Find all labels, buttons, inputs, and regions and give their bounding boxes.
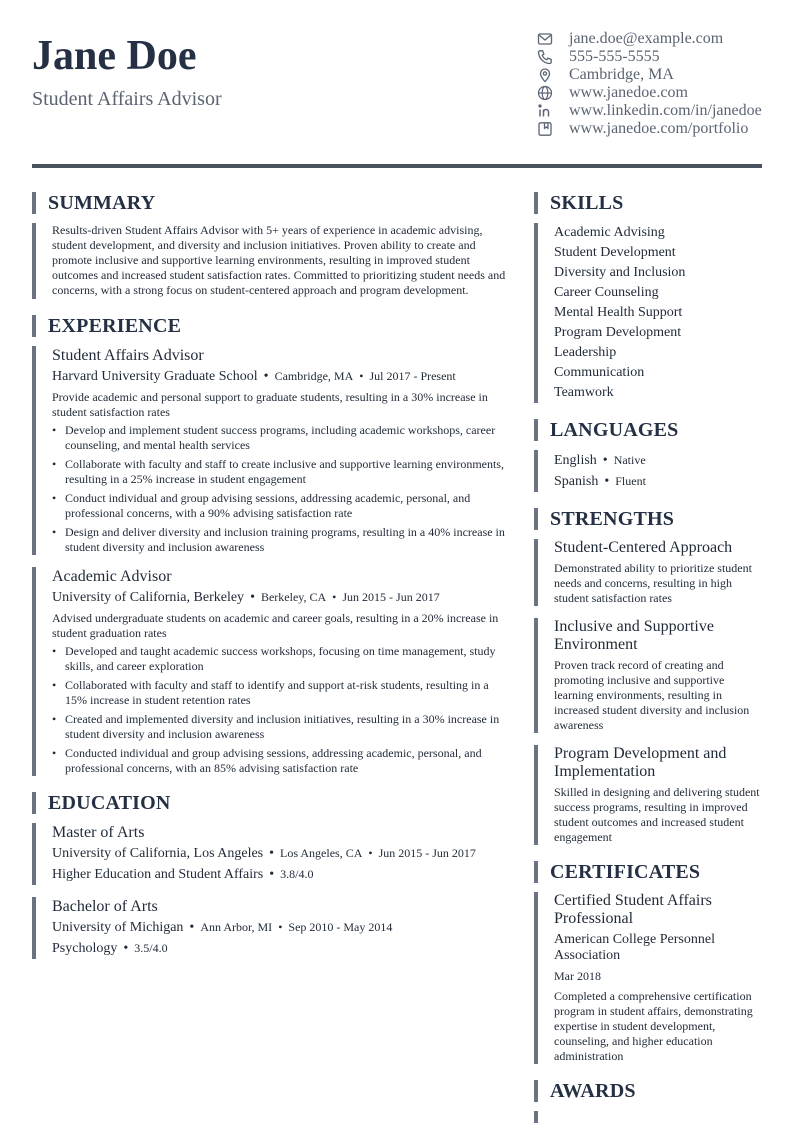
contact-phone-text: 555-555-5555 [569,48,660,65]
certificate-title: Certified Student Affairs Professional [554,892,712,927]
skill-item: Program Development [554,325,682,340]
awards-heading: AWARDS [534,1080,762,1102]
linkedin-icon [536,102,554,120]
separator-dot: • [269,846,275,861]
separator-dot: • [123,941,129,956]
job-bullets [52,644,510,776]
contact-linkedin-text: www.linkedin.com/in/janedoe [569,102,762,119]
edu-location: Los Angeles, CA [280,846,363,860]
edu-meta [52,843,510,864]
skill-item: Teamwork [554,385,614,400]
job-title: Academic Advisor [52,568,172,585]
language-item [554,471,762,492]
summary-heading: SUMMARY [32,192,510,214]
edu-meta [52,917,510,938]
edu-field-line [52,864,510,885]
separator-dot: • [332,590,337,604]
education-item [32,897,510,959]
strength-item [534,618,762,733]
edu-field: Higher Education and Student Affairs [52,867,264,882]
bullet-item: • Developed and taught academic success workshops, focusing on time management, study skills, and career exploration [52,644,510,674]
certificate-org: American College Personnel Association [554,932,715,963]
location-icon [536,66,554,84]
contact-portfolio[interactable] [536,120,776,138]
edu-field: Psychology [52,941,118,956]
bullet-item: • Develop and implement student success programs, including academic workshops, career counseling, and mental health services [52,423,510,453]
certificate-date: Mar 2018 [554,969,601,983]
resume-header [32,30,762,150]
separator-dot: • [602,453,608,468]
edu-location: Ann Arbor, MI [200,920,273,934]
language-level: Native [613,453,646,467]
education-heading: EDUCATION [32,792,510,814]
mail-icon [536,30,554,48]
contact-location-text: Cambridge, MA [569,66,674,83]
strengths-heading: STRENGTHS [534,508,762,530]
job-dates: Jul 2017 - Present [369,369,456,383]
summary-text: Results-driven Student Affairs Advisor with 5+ years of experience in academic advising, student development, and diversity and inclusion initiatives. Proven ability to create and promote inclusive and supportive learning environments, resulting in improved student outcomes and increased student satisfaction rates. Committed to prioritizing student needs and concerns, with a strong focus on student-centered approach and program development. [52,223,506,297]
skill-item: Academic Advising [554,225,665,240]
experience-item [32,346,510,555]
certificate-desc: Completed a comprehensive certification program in student affairs, demonstrating expertise in student development, counseling, and higher education administration [554,989,753,1063]
strength-title: Inclusive and Supportive Environment [554,618,714,653]
certificates-heading: CERTIFICATES [534,861,762,883]
separator-dot: • [269,867,275,882]
skill-item: Communication [554,365,645,380]
skill-item: Leadership [554,345,617,360]
experience-heading: EXPERIENCE [32,315,510,337]
portfolio-icon [536,120,554,138]
education-item [32,823,510,885]
strength-title: Student-Centered Approach [554,539,733,556]
edu-degree: Master of Arts [52,824,145,841]
bullet-item: • Created and implemented diversity and inclusion initiatives, resulting in a 30% increase in student diversity and inclusion awareness [52,712,510,742]
job-meta [52,587,510,608]
separator-dot: • [359,369,364,383]
separator-dot: • [189,920,195,935]
edu-field-line [52,938,510,959]
language-level: Fluent [615,474,646,488]
strength-desc: Skilled in designing and delivering student success programs, resulting in improved student outcomes and increased student engagement [554,785,760,844]
contact-location [536,66,776,84]
contact-website[interactable] [536,84,776,102]
bullet-item: • Conducted individual and group advising sessions, addressing academic, personal, and professional concerns, with an 85% advising satisfaction rate [52,746,510,776]
separator-dot: • [368,846,373,860]
contact-email[interactable] [536,30,776,48]
skill-item: Diversity and Inclusion [554,265,686,280]
contact-email-text: jane.doe@example.com [569,30,724,47]
edu-dates: Jun 2015 - Jun 2017 [378,846,476,860]
job-meta [52,366,510,387]
skill-item: Career Counseling [554,285,659,300]
bullet-item: • Collaborated with faculty and staff to identify and support at-risk students, resulting in a 15% increase in student retention rates [52,678,510,708]
bullet-item: • Collaborate with faculty and staff to create inclusive and supportive learning environments, resulting in a 25% increase in student engagement [52,457,510,487]
right-column [534,192,762,1123]
candidate-name: Jane Doe [32,33,197,79]
languages-heading: LANGUAGES [534,419,762,441]
language-item [554,450,762,471]
job-location: Berkeley, CA [260,590,327,604]
strength-desc: Demonstrated ability to prioritize student needs and concerns, resulting in high student satisfaction rates [554,561,752,605]
job-org: Harvard University Graduate School [52,369,258,384]
contact-linkedin[interactable] [536,102,776,120]
job-org: University of California, Berkeley [52,590,245,605]
globe-icon [536,84,554,102]
bullet-item: • Conduct individual and group advising sessions, addressing academic, personal, and professional concerns, with a 90% advising satisfaction rate [52,491,510,521]
language-name: Spanish [554,474,599,489]
separator-dot: • [263,369,269,384]
job-description: Advised undergraduate students on academic and career goals, resulting in a 20% increase in student graduation rates [52,611,499,640]
job-location: Cambridge, MA [274,369,354,383]
strength-desc: Proven track record of creating and promoting inclusive and supportive learning environments, resulting in increased student diversity and inclusion awareness [554,658,750,732]
candidate-role: Student Affairs Advisor [32,88,222,110]
edu-dates: Sep 2010 - May 2014 [288,920,393,934]
separator-dot: • [278,920,283,934]
job-dates: Jun 2015 - Jun 2017 [342,590,440,604]
strength-item [534,539,762,606]
separator-dot: • [604,474,610,489]
bullet-item: • Design and deliver diversity and inclusion training programs, resulting in a 40% increase in student diversity and inclusion awareness [52,525,510,555]
edu-school: University of California, Los Angeles [52,846,264,861]
header-divider [32,164,762,168]
languages-block [534,450,762,492]
job-title: Student Affairs Advisor [52,347,204,364]
edu-gpa: 3.5/4.0 [134,941,168,955]
edu-school: University of Michigan [52,920,184,935]
contact-phone[interactable] [536,48,776,66]
job-bullets [52,423,510,555]
experience-item [32,567,510,776]
contact-list [536,30,776,138]
contact-website-text: www.janedoe.com [569,84,688,101]
phone-icon [536,48,554,66]
certificate-item [534,892,762,1064]
language-name: English [554,453,597,468]
left-column [32,192,510,959]
contact-portfolio-text: www.janedoe.com/portfolio [569,120,749,137]
strength-item [534,745,762,845]
skill-item: Mental Health Support [554,305,683,320]
skills-block [534,223,762,403]
skill-item: Student Development [554,245,676,260]
summary-block [32,223,510,299]
separator-dot: • [250,590,255,605]
job-description: Provide academic and personal support to graduate students, resulting in a 30% increase in student satisfaction rates [52,390,488,419]
strength-title: Program Development and Implementation [554,745,727,780]
edu-gpa: 3.8/4.0 [280,867,314,881]
skills-heading: SKILLS [534,192,762,214]
edu-degree: Bachelor of Arts [52,898,158,915]
awards-block [534,1111,762,1123]
